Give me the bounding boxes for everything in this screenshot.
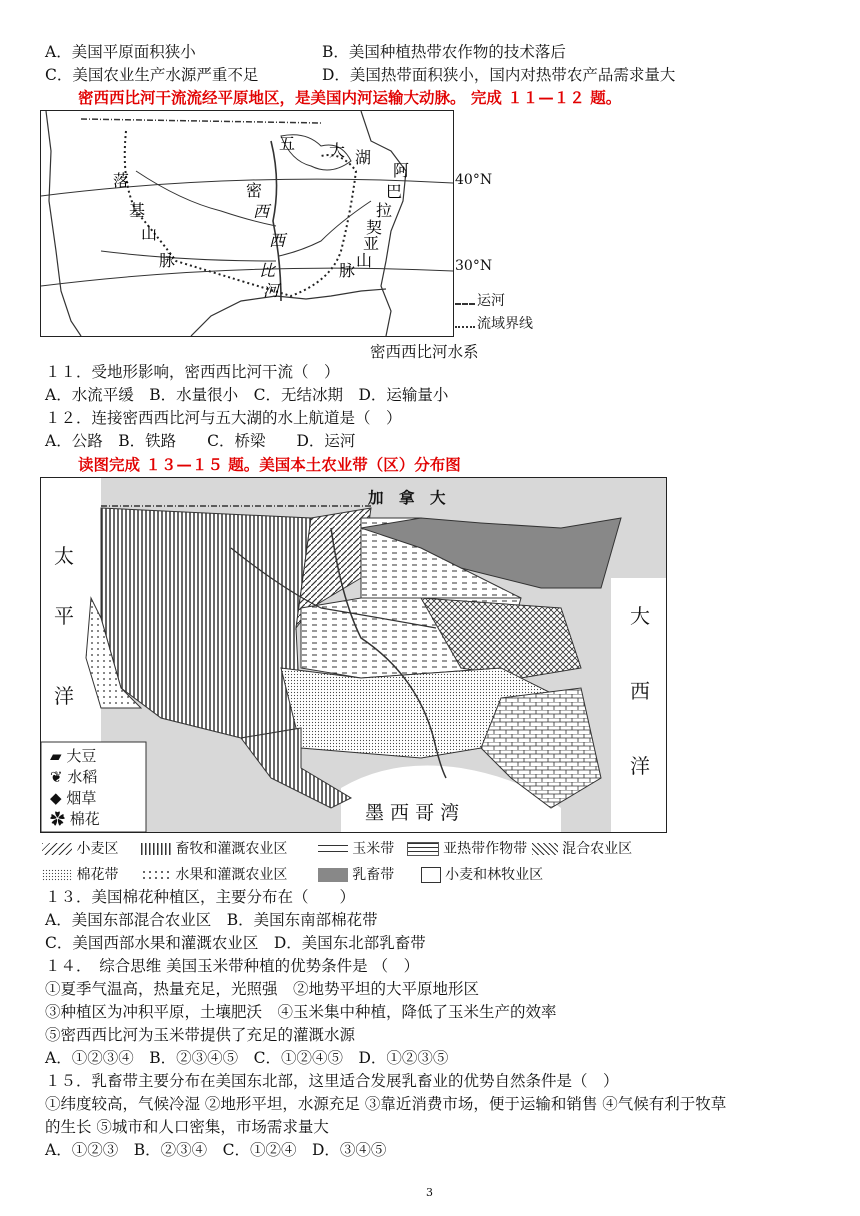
crop-legend — [50, 745, 100, 829]
zone-wheat-forest: 小麦和林牧业区 — [445, 867, 544, 883]
label-ya: 亚 — [363, 234, 380, 253]
q15-options: A．①②③ B．②③④ C．①②④ D．③④⑤ — [45, 1141, 387, 1159]
label-luo: 落 — [113, 171, 130, 190]
label-wu: 五 — [279, 134, 296, 153]
q10-option-a: A．美国平原面积狭小 — [45, 43, 196, 61]
label-shan2: 山 — [356, 251, 373, 270]
zone-subtropical: 亚热带作物带 — [443, 841, 528, 857]
swatch-cotton — [42, 869, 72, 881]
legend-canal — [455, 290, 505, 310]
legend-boundary — [455, 313, 533, 333]
label-xi1: 西 — [253, 202, 270, 221]
q10-option-c: C．美国农业生产水源严重不足 — [45, 66, 259, 84]
q11-options: A．水流平缓 B．水量很小 C．无结冰期 D．运输量小 — [45, 386, 449, 404]
label-canada: 加 拿 大 — [368, 488, 446, 507]
lat40-label: 40°N — [455, 172, 493, 188]
label-tai: 太 — [54, 544, 74, 568]
q11-stem: １１．受地形影响，密西西比河干流（ ） — [45, 363, 340, 381]
swatch-corn — [318, 843, 348, 855]
legend-boundary-label: 流域界线 — [477, 316, 533, 332]
label-gulf: 墨 西 哥 湾 — [365, 802, 460, 824]
label-xi2: 西 — [269, 231, 286, 250]
q13-stem: １３．美国棉花种植区，主要分布在（ ） — [45, 888, 356, 906]
swatch-wheat — [42, 843, 72, 855]
swatch-dairy — [318, 868, 348, 882]
swatch-mixed — [532, 843, 558, 855]
label-ping: 平 — [54, 604, 74, 628]
label-a: 阿 — [393, 161, 410, 180]
crop-tobacco: ◆ 烟草 — [50, 789, 97, 807]
label-yang: 洋 — [54, 684, 74, 708]
label-hu: 湖 — [355, 148, 372, 167]
q12-stem: １２．连接密西西比河与五大湖的水上航道是（ ） — [45, 409, 402, 427]
label-ba: 巴 — [386, 182, 403, 201]
legend-canal-label: 运河 — [477, 293, 505, 309]
page-number: 3 — [426, 1186, 433, 1199]
q15-statement1: ①纬度较高，气候冷湿 ②地形平坦，水源充足 ③靠近消费市场，便于运输和销售 ④气候有利于牧草 — [45, 1095, 727, 1113]
crop-rice-label: 水稻 — [67, 768, 98, 786]
map1-caption: 密西西比河水系 — [370, 343, 479, 361]
label-qi: 契 — [366, 218, 383, 237]
intro-11-12: 密西西比河干流流经平原地区，是美国内河运输大动脉。 完成 １１—１２ 题。 — [78, 88, 622, 107]
label-mai: 脉 — [159, 251, 176, 270]
q12-options: A．公路 B．铁路 C．桥梁 D．运河 — [45, 432, 356, 450]
q14-options: A．①②③④ B．②③④⑤ C．①②④⑤ D．①②③⑤ — [45, 1049, 449, 1067]
q13-line1: A．美国东部混合农业区 B．美国东南部棉花带 — [45, 911, 378, 929]
zone-ranching: 畜牧和灌溉农业区 — [175, 841, 288, 857]
crop-soybean-label: 大豆 — [66, 747, 97, 765]
q10-option-b: B．美国种植热带农作物的技术落后 — [322, 43, 566, 61]
swatch-ranching — [141, 843, 171, 855]
q14-statement3: ⑤密西西比河为玉米带提供了充足的灌溉水源 — [45, 1026, 356, 1044]
boundary-symbol — [455, 326, 475, 328]
label-xi3: 西 — [630, 679, 650, 703]
zone-corn: 玉米带 — [352, 841, 395, 857]
zone-cotton: 棉花带 — [76, 867, 119, 883]
crop-cotton-label: 棉花 — [69, 810, 100, 828]
zone-mixed: 混合农业区 — [562, 841, 633, 857]
label-bi: 比 — [259, 261, 276, 280]
zone-wheat: 小麦区 — [76, 841, 119, 857]
agriculture-map-graphic — [41, 478, 666, 832]
agriculture-map — [40, 477, 667, 833]
label-da2: 大 — [630, 604, 650, 628]
lat30-label: 30°N — [455, 258, 493, 274]
label-mai2: 脉 — [339, 261, 356, 280]
zone-legend-row1 — [42, 838, 632, 858]
q14-statement2: ③种植区为冲积平原，土壤肥沃 ④玉米集中种植，降低了玉米生产的效率 — [45, 1003, 557, 1021]
zone-dairy: 乳畜带 — [352, 867, 395, 883]
intro-13-15: 读图完成 １３—１５ 题。美国本土农业带（区）分布图 — [78, 455, 461, 474]
q14-stem: １４． 综合思维 美国玉米带种植的优势条件是 （ ） — [45, 957, 420, 975]
crop-rice: ❦ 水稻 — [50, 768, 98, 786]
q13-line2: C．美国西部水果和灌溉农业区 D．美国东北部乳畜带 — [45, 934, 426, 952]
q15-stem: １５．乳畜带主要分布在美国东北部，这里适合发展乳畜业的优势自然条件是（ ） — [45, 1072, 619, 1090]
canal-symbol — [455, 303, 475, 305]
mississippi-map — [40, 110, 454, 337]
label-da: 大 — [329, 141, 346, 160]
label-yang2: 洋 — [630, 754, 650, 778]
label-ji: 基 — [129, 201, 146, 220]
swatch-wheat-forest — [421, 867, 441, 883]
crop-tobacco-label: 烟草 — [66, 789, 97, 807]
label-he: 河 — [263, 281, 280, 300]
label-la: 拉 — [376, 201, 393, 220]
crop-cotton: ✿ 棉花 — [50, 810, 100, 828]
zone-legend-row2 — [42, 864, 543, 884]
mississippi-map-graphic — [41, 111, 453, 336]
crop-soybean: ▰ 大豆 — [50, 747, 97, 765]
label-shan: 山 — [141, 224, 158, 243]
label-mi: 密 — [246, 181, 263, 200]
q15-statement2: 的生长 ⑤城市和人口密集，市场需求量大 — [45, 1118, 329, 1136]
swatch-subtropical — [407, 842, 439, 856]
swatch-fruit — [141, 869, 171, 881]
zone-fruit: 水果和灌溉农业区 — [175, 867, 288, 883]
q14-statement1: ①夏季气温高，热量充足，光照强 ②地势平坦的大平原地形区 — [45, 980, 480, 998]
q10-option-d: D．美国热带面积狭小，国内对热带农产品需求量大 — [322, 66, 676, 84]
